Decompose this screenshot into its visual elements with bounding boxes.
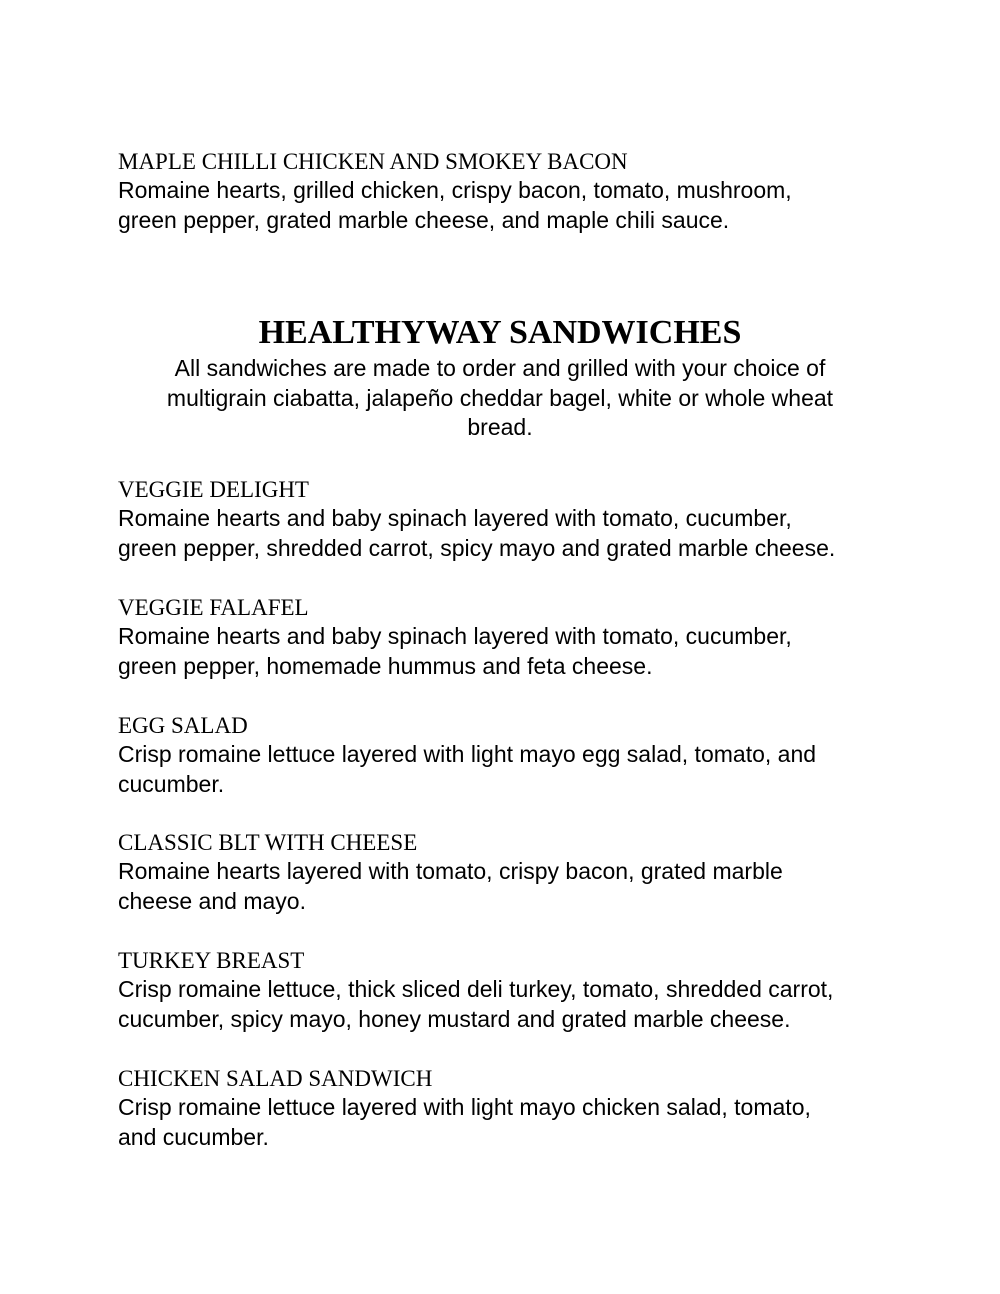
menu-item-egg-salad: [118, 711, 898, 799]
menu-item-description: Romaine hearts and baby spinach layered with tomato, cucumber, green pepper, homemade hummus and feta cheese.: [118, 623, 792, 679]
menu-item-chicken-salad-sandwich: [118, 1064, 898, 1152]
menu-item-name: MAPLE CHILLI CHICKEN AND SMOKEY BACON: [118, 149, 628, 174]
menu-item-name: CHICKEN SALAD SANDWICH: [118, 1066, 433, 1091]
menu-item-description: Crisp romaine lettuce, thick sliced deli turkey, tomato, shredded carrot, cucumber, spicy mayo, honey mustard and grated marble cheese.: [118, 976, 834, 1032]
section-intro: All sandwiches are made to order and grilled with your choice of multigrain ciabatta, jalapeño cheddar bagel, white or whole wheat bread.: [166, 355, 834, 440]
menu-item-turkey-breast: [118, 946, 898, 1034]
menu-item-name: VEGGIE DELIGHT: [118, 477, 309, 502]
menu-item-name: CLASSIC BLT WITH CHEESE: [118, 830, 418, 855]
menu-item-veggie-falafel: [118, 593, 898, 681]
menu-item-description: Romaine hearts, grilled chicken, crispy bacon, tomato, mushroom, green pepper, grated marble cheese, and maple chili sauce.: [118, 177, 792, 233]
menu-item-name: EGG SALAD: [118, 713, 248, 738]
menu-item-name: VEGGIE FALAFEL: [118, 595, 309, 620]
menu-item-name: TURKEY BREAST: [118, 948, 305, 973]
menu-item-classic-blt: [118, 828, 898, 916]
menu-item-maple-chilli-chicken: [118, 147, 898, 235]
menu-item-description: Crisp romaine lettuce layered with light mayo egg salad, tomato, and cucumber.: [118, 741, 817, 797]
menu-item-veggie-delight: [118, 475, 898, 563]
menu-item-description: Romaine hearts layered with tomato, crispy bacon, grated marble cheese and mayo.: [118, 858, 783, 914]
menu-item-description: Crisp romaine lettuce layered with light mayo chicken salad, tomato, and cucumber.: [118, 1094, 811, 1150]
healthyway-sandwiches-section: [120, 312, 880, 443]
menu-item-description: Romaine hearts and baby spinach layered with tomato, cucumber, green pepper, shredded carrot, spicy mayo and grated marble cheese.: [118, 505, 836, 561]
section-title: HEALTHYWAY SANDWICHES: [258, 314, 742, 351]
